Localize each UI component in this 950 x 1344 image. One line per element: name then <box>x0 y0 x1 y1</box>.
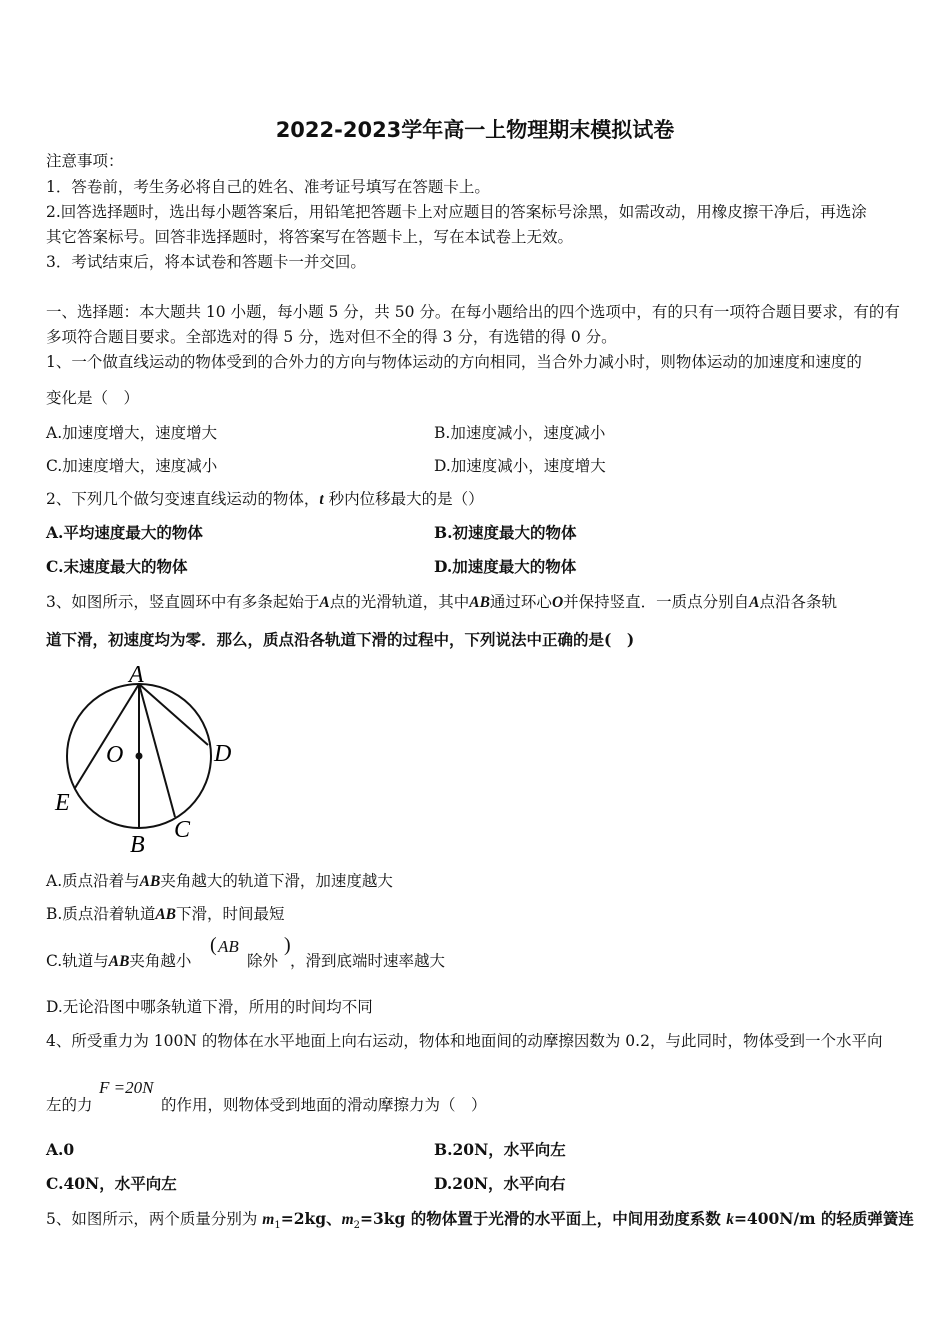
label-o: O <box>106 742 124 768</box>
label-b: B <box>130 832 145 858</box>
question-4-stem: 左的力 <box>46 1096 93 1114</box>
option-d: D.20N，水平向右 <box>434 1174 566 1193</box>
option-c: C.末速度最大的物体 <box>46 557 188 576</box>
option-a: A.平均速度最大的物体 <box>46 523 203 542</box>
page-title: 2022-2023学年高一上物理期末模拟试卷 <box>275 118 675 142</box>
label-a: A <box>129 662 144 688</box>
notice-item: 2.回答选择题时，选出每小题答案后，用铅笔把答题卡上对应题目的答案标号涂黑，如需改动，用橡皮擦干净后，再选涂 <box>46 203 867 221</box>
label-e: E <box>55 790 70 816</box>
notice-heading: 注意事项： <box>46 152 124 170</box>
question-2-stem: 2、下列几个做匀变速直线运动的物体，t 秒内位移最大的是（） <box>46 490 484 508</box>
option-c: C.加速度增大，速度减小 <box>46 457 218 475</box>
center-dot <box>136 753 143 760</box>
question-1-stem: 变化是（ ） <box>46 389 140 407</box>
question-3-stem: 道下滑，初速度均为零．那么，质点沿各轨道下滑的过程中，下列说法中正确的是( ) <box>46 630 635 649</box>
circle-track-figure <box>50 660 240 860</box>
math-paren-right: ) <box>284 934 291 956</box>
option-b: B.加速度减小，速度减小 <box>434 424 606 442</box>
option-b: B.20N，水平向左 <box>434 1140 566 1159</box>
question-4-stem: 4、所受重力为 100N 的物体在水平地面上向右运动，物体和地面间的动摩擦因数为 0.2，与此同时，物体受到一个水平向 <box>46 1032 883 1050</box>
track-ae <box>75 684 139 788</box>
option-d: D.无论沿图中哪条轨道下滑，所用的时间均不同 <box>46 998 373 1016</box>
section-intro: 多项符合题目要求。全部选对的得 5 分，选对但不全的得 3 分，有选错的得 0 分。 <box>46 328 617 346</box>
option-b: B.质点沿着轨道AB下滑，时间最短 <box>46 905 285 923</box>
question-4-stem: 的作用，则物体受到地面的滑动摩擦力为（ ） <box>161 1096 487 1114</box>
math-ab: AB <box>218 937 239 956</box>
question-3-stem: 3、如图所示，竖直圆环中有多条起始于A点的光滑轨道，其中AB通过环心O并保持竖直．一质点分别自A点沿各条轨 <box>46 593 838 611</box>
question-5-stem: 5、如图所示，两个质量分别为 $m_1=2kg$、$m_2=3kg$ 的物体置于光滑的水平面上，中间用劲度系数 k=400N/m 的轻质弹簧连 <box>46 1209 914 1232</box>
option-b: B.初速度最大的物体 <box>434 523 577 542</box>
option-c: C.40N，水平向左 <box>46 1174 177 1193</box>
option-c: C.轨道与AB夹角越小 <box>46 952 192 970</box>
math-force: F =20N <box>99 1078 154 1097</box>
math-paren-left: ( <box>210 934 217 956</box>
option-c-tail: 除外 ，滑到底端时速率越大 <box>247 952 446 970</box>
notice-item: 1．答卷前，考生务必将自己的姓名、准考证号填写在答题卡上。 <box>46 178 490 196</box>
option-a: A.加速度增大，速度增大 <box>46 424 218 442</box>
option-a: A.0 <box>46 1140 75 1159</box>
option-d: D.加速度减小，速度增大 <box>434 457 606 475</box>
option-a: A.质点沿着与AB夹角越大的轨道下滑，加速度越大 <box>46 872 393 890</box>
label-c: C <box>174 817 191 843</box>
track-ac <box>139 684 175 817</box>
notice-item: 3．考试结束后，将本试卷和答题卡一并交回。 <box>46 253 366 271</box>
section-intro: 一、选择题：本大题共 10 小题，每小题 5 分，共 50 分。在每小题给出的四个选项中，有的只有一项符合题目要求，有的有 <box>46 303 900 321</box>
label-d: D <box>214 741 232 767</box>
question-1-stem: 1、一个做直线运动的物体受到的合外力的方向与物体运动的方向相同，当合外力减小时，则物体运动的加速度和速度的 <box>46 353 862 371</box>
option-d: D.加速度最大的物体 <box>434 557 577 576</box>
notice-item: 其它答案标号。回答非选择题时，将答案写在答题卡上，写在本试卷上无效。 <box>46 228 574 246</box>
